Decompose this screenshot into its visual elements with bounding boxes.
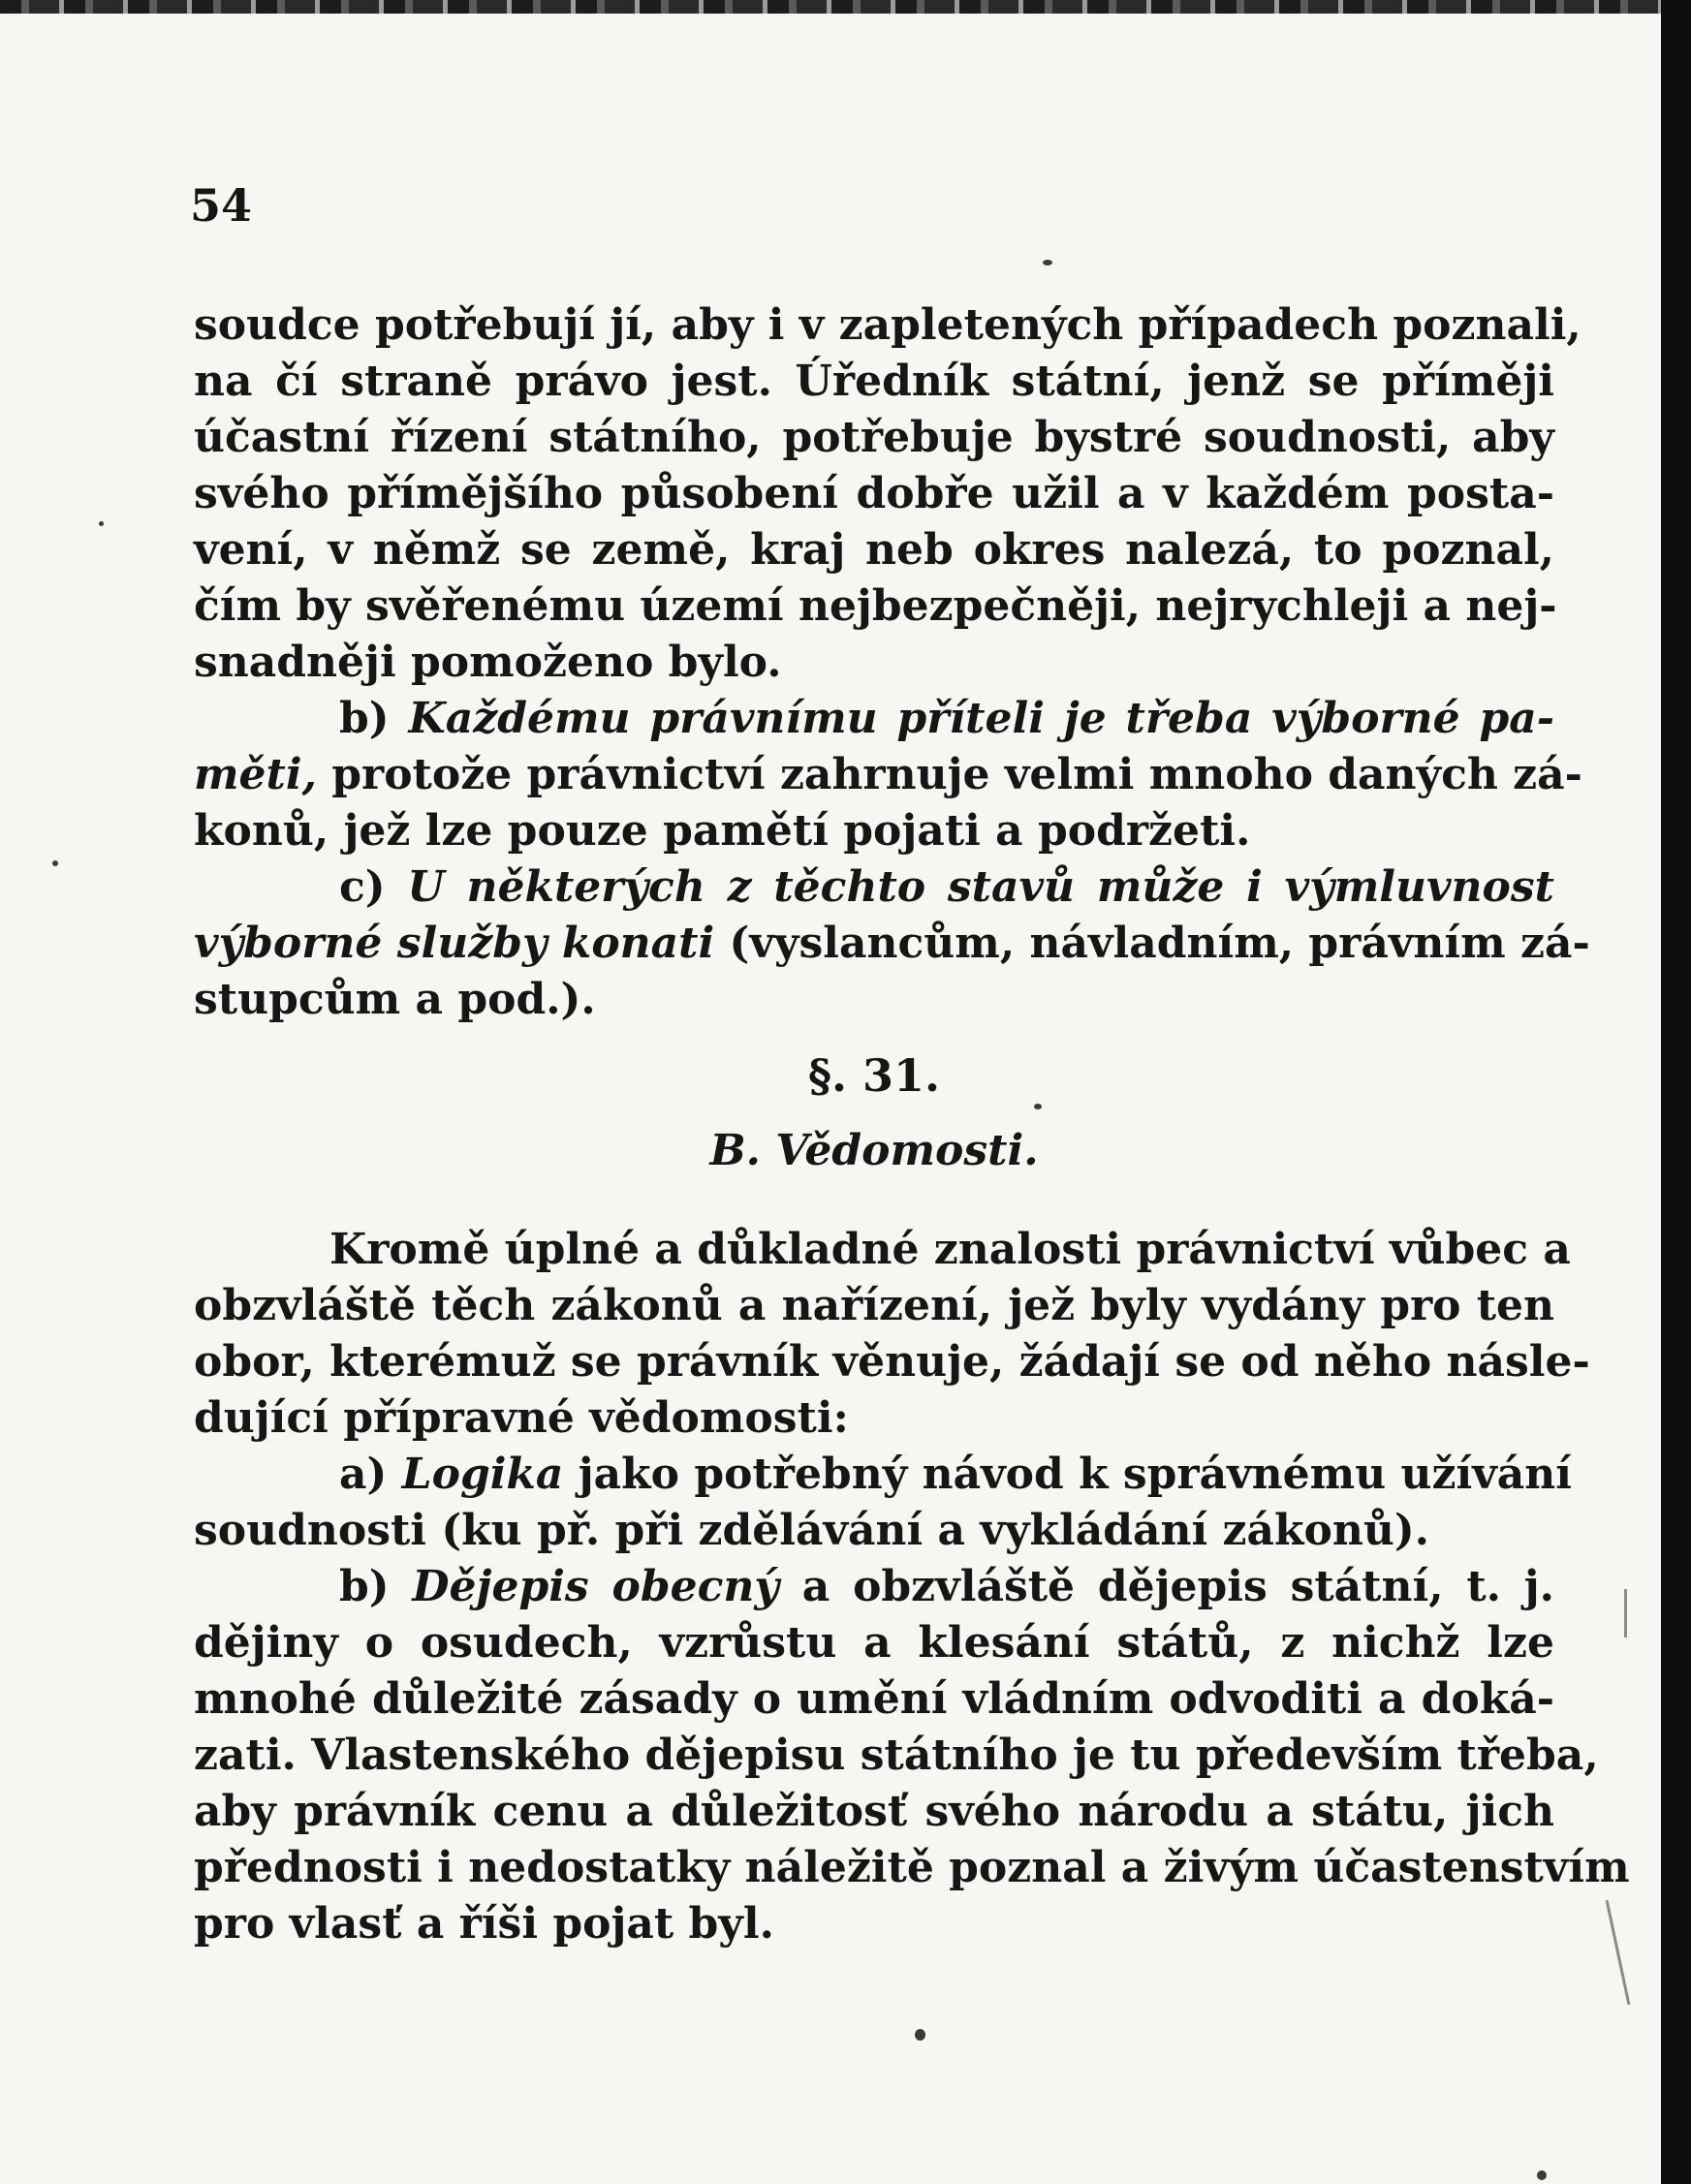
ink-speck (1043, 260, 1052, 265)
paragraph-item-c (194, 859, 1590, 1028)
text-line: konů, jež lze pouze pamětí pojati a podržeti. (194, 806, 1251, 856)
text-line: snadněji pomoženo bylo. (194, 638, 782, 687)
text-line: dující přípravné vědomosti: (194, 1393, 849, 1443)
paragraph-item-b (194, 691, 1582, 859)
section-number: §. 31. (807, 1049, 941, 1102)
paragraph-intro (194, 297, 1581, 691)
item-marker: c) (339, 862, 386, 912)
item-marker: a) (339, 1450, 388, 1499)
text-line: Kromě úplné a důkladné znalosti právnictví vůbec a (329, 1225, 1571, 1274)
italic-phrase: Logika (401, 1450, 564, 1499)
scan-right-edge (1661, 0, 1691, 2184)
paragraph-knowledge (194, 1222, 1590, 1447)
ink-speck (99, 521, 104, 526)
text-line (194, 916, 1590, 972)
text-line: stupcům a pod.). (194, 975, 596, 1024)
text-line (194, 859, 1554, 916)
text-line (194, 1447, 1572, 1503)
paragraph-item-a2 (194, 1447, 1572, 1559)
text-line: dějiny o osudech, vzrůstu a klesání států, z nichž lze (194, 1618, 1554, 1668)
text-line: na čí straně právo jest. Úředník státní, jenž se příměji (194, 357, 1554, 406)
page-body (194, 297, 1630, 1952)
text-line (194, 1559, 1554, 1615)
ink-speck (1537, 2170, 1547, 2180)
text-line: svého přímějšího působení dobře užil a v každém posta- (194, 469, 1554, 518)
paragraph-item-b2 (194, 1559, 1630, 1952)
text-line (194, 747, 1582, 803)
italic-phrase: výborné služby konati (194, 919, 715, 968)
text-line: soudce potřebují jí, aby i v zapletených případech poznali, (194, 300, 1581, 350)
margin-mark (1606, 1900, 1631, 2005)
item-marker: b) (339, 694, 390, 743)
italic-phrase: Dějepis obecný (412, 1562, 779, 1611)
text-line: soudnosti (ku př. při zdělávání a vykládání zákonů). (194, 1506, 1429, 1555)
ink-speck (915, 2029, 925, 2041)
text-line: pro vlasť a říši pojat byl. (194, 1899, 774, 1949)
item-marker: b) (339, 1562, 390, 1611)
text-line: mnohé důležité zásady o umění vládním odvoditi a doká- (194, 1674, 1554, 1724)
text-line (194, 691, 1554, 747)
italic-phrase: U některých z těchto stavů může i výmluvnost (407, 862, 1554, 912)
text-run: protože právnictví zahrnuje velmi mnoho daných zá- (316, 750, 1582, 799)
scan-top-edge (0, 0, 1691, 14)
text-line: čím by svěřenému území nejbezpečněji, nejrychleji a nej- (194, 581, 1557, 631)
margin-mark (1624, 1589, 1627, 1638)
text-line: aby právník cenu a důležitosť svého národu a státu, jich (194, 1787, 1554, 1836)
ink-speck (52, 860, 58, 866)
text-run: jako potřebný návod k správnému užívání (563, 1450, 1572, 1499)
text-run: a obzvláště dějepis státní, t. j. (778, 1562, 1554, 1611)
text-line: vení, v němž se země, kraj neb okres nalezá, to poznal, (194, 525, 1554, 575)
italic-phrase: Každému právnímu příteli je třeba výborné pa- (408, 694, 1555, 743)
text-line: obor, kterémuž se právník věnuje, žádají se od něho násle- (194, 1337, 1590, 1387)
text-line: zati. Vlastenského dějepisu státního je tu především třeba, (194, 1731, 1599, 1780)
text-line: účastní řízení státního, potřebuje bystré soudnosti, aby (194, 413, 1554, 462)
text-line: přednosti i nedostatky náležitě poznal a živým účastenstvím (194, 1843, 1630, 1892)
text-line: obzvláště těch zákonů a nařízení, jež byly vydány pro ten (194, 1281, 1554, 1330)
italic-phrase: měti, (194, 750, 317, 799)
text-run: (vyslancům, návladním, právním zá- (714, 919, 1590, 968)
section-title: B. Vědomosti. (709, 1126, 1039, 1175)
page-number: 54 (190, 179, 253, 232)
